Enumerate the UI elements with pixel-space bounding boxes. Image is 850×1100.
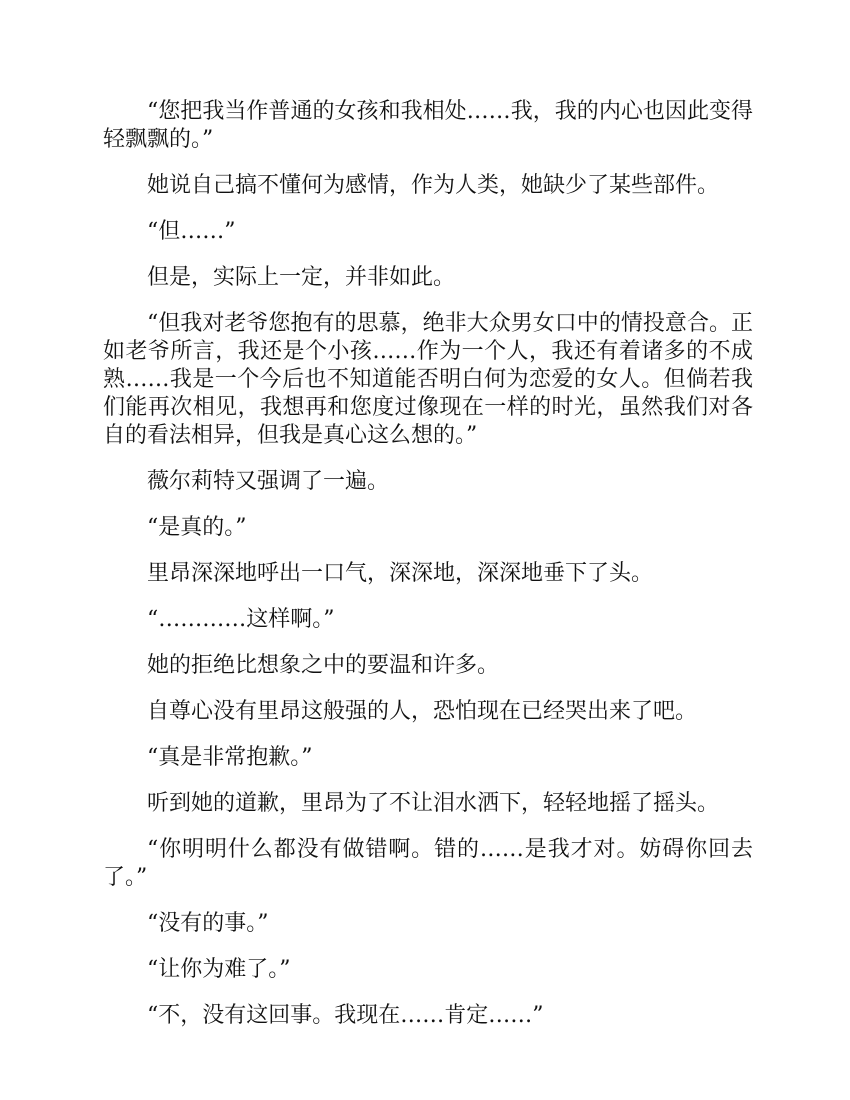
paragraph: 听到她的道歉，里昂为了不让泪水洒下，轻轻地摇了摇头。 [147, 791, 720, 816]
paragraph: 但是，实际上一定，并非如此。 [147, 265, 456, 290]
paragraph: “没有的事。” [147, 911, 269, 936]
paragraph: “让你为难了。” [147, 957, 291, 982]
paragraph: “…………这样啊。” [147, 607, 335, 632]
paragraph: “但我对老爷您抱有的思慕，绝非大众男女口中的情投意合。正如老爷所言，我还是个小孩……作为一个人，我还有着诸多的不成熟……我是一个今后也不知道能否明白何为恋爱的女人。但倘若我们能再次相见，我想再和您度过像现在一样的时光，虽然我们对各自的看法相异，但我是真心这么想的。” [103, 311, 753, 448]
paragraph: “是真的。” [147, 515, 247, 540]
paragraph: “你明明什么都没有做错啊。错的……是我才对。妨碍你回去了。” [103, 837, 753, 890]
paragraph: 薇尔莉特又强调了一遍。 [147, 469, 390, 494]
paragraph: 她的拒绝比想象之中的要温和许多。 [147, 653, 500, 678]
paragraph: 她说自己搞不懂何为感情，作为人类，她缺少了某些部件。 [147, 173, 720, 198]
paragraph: “真是非常抱歉。” [147, 745, 313, 770]
body-text [103, 98, 753, 1048]
paragraph: “您把我当作普通的女孩和我相处……我，我的内心也因此变得轻飘飘的。” [103, 99, 753, 152]
paragraph: “不，没有这回事。我现在……肯定……” [147, 1003, 544, 1028]
paragraph: 里昂深深地呼出一口气，深深地，深深地垂下了头。 [147, 561, 654, 586]
paragraph: “但……” [147, 219, 236, 244]
paragraph: 自尊心没有里昂这般强的人，恐怕现在已经哭出来了吧。 [147, 699, 698, 724]
